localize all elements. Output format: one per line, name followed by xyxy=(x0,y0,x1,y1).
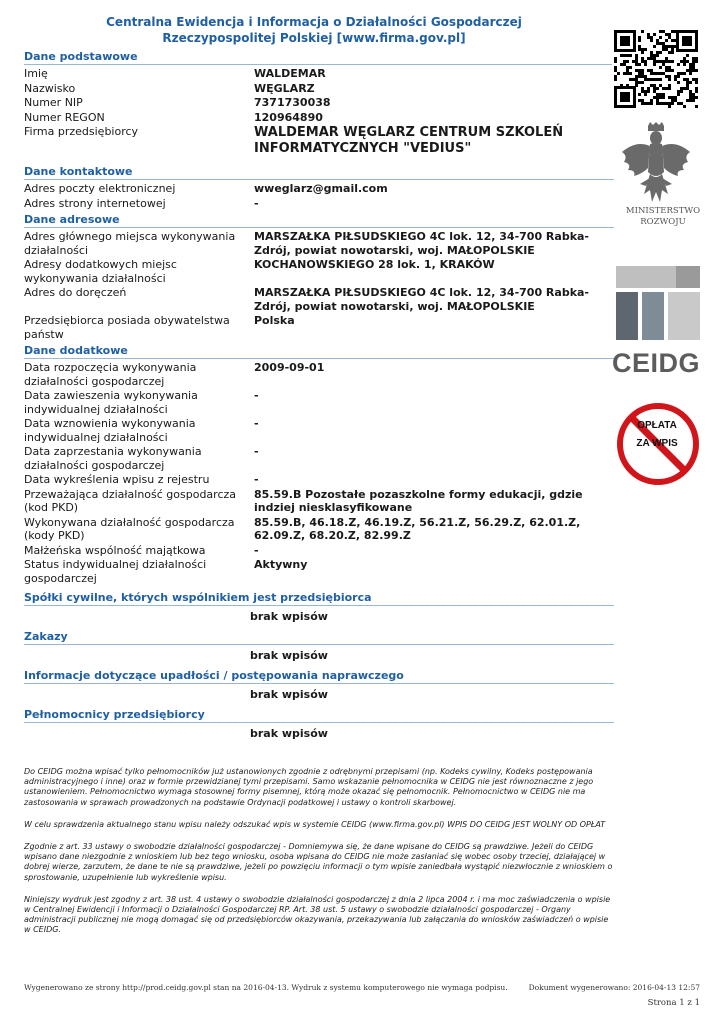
stamp-line-1: OPŁATA xyxy=(637,420,677,431)
row-value: - xyxy=(254,389,259,402)
row-cessation-date xyxy=(24,445,614,472)
ministry-line-2: ROZWOJU xyxy=(640,217,686,227)
row-label: Nazwisko xyxy=(24,81,76,95)
ministry-line-1: MINISTERSTWO xyxy=(625,206,701,216)
row-pkd-codes xyxy=(24,516,614,543)
row-label: Imię xyxy=(24,67,48,80)
row-label: Adres poczty elektronicznej xyxy=(24,182,176,195)
row-value: Aktywny xyxy=(254,558,308,571)
row-label: Adres strony internetowej xyxy=(24,196,166,210)
row-label: Adres do doręczeń xyxy=(24,286,127,299)
footer-document-generated: Dokument wygenerowano: 2016-04-13 12:57 xyxy=(528,983,700,992)
proxies-entry xyxy=(24,727,614,741)
row-label: Przedsiębiorca posiada obywatelstwa państw xyxy=(24,314,230,341)
row-citizenship xyxy=(24,314,614,341)
row-value: 7371730038 xyxy=(254,96,331,109)
qr-code-icon xyxy=(612,28,700,110)
stamp-line-2: ZA WPIS xyxy=(636,438,678,449)
ceidg-logo-icon xyxy=(616,266,706,344)
row-resumption-date xyxy=(24,417,614,444)
row-value: 2009-09-01 xyxy=(254,361,325,374)
row-value: - xyxy=(254,417,259,430)
header-line-1: Centralna Ewidencja i Informacja o Działalności Gospodarczej xyxy=(106,15,522,29)
row-value: - xyxy=(254,196,259,210)
row-value: - xyxy=(254,473,259,486)
row-main-pkd xyxy=(24,488,614,515)
row-start-date xyxy=(24,361,614,388)
no-entries-text: brak wpisów xyxy=(250,649,328,662)
no-fee-stamp-text xyxy=(614,417,700,453)
note-article-38: Niniejszy wydruk jest zgodny z art. 38 ust. 4 ustawy o swobodzie działalności gospodarczej z dnia 2 lipca 2004 r. i ma moc zaświadczenia o wpisie w Centralnej Ewidencji i Informacji o Działalności Gospodarczej RP. Art. 38 ust. 5 ustawy o swobodzie działalności gospodarczej - Organy administracji publicznej nie mogą domagać się od przedsiębiorców okazywania, przekazywania lub załączania do wniosków zaświadczeń o wpisie w CEIDG. xyxy=(24,894,611,935)
note-proxies: Do CEIDG można wpisać tylko pełnomocników już ustanowionych zgodnie z odrębnymi przepisami (np. Kodeks cywilny, Kodeks postępowania administracyjnego i inne) oraz w formie przewidzianej tymi przepisami. Samo wskazanie pełnomocnika w CEIDG nie jest równoznaczne z jego ustanowieniem. Pełnomocnictwo wymaga stosownej formy pisemnej, którą może okazać się pełnomocnik. Pełnomocnictwo w CEIDG nie ma zastosowania w sprawach prowadzonych na podstawie Ordynacji podatkowej i ustawy o kontroli skarbowej. xyxy=(24,767,594,807)
section-title-bans: Zakazy xyxy=(24,628,614,645)
row-suspension-date xyxy=(24,389,614,416)
section-title-address: Dane adresowe xyxy=(24,211,614,228)
section-title-bankruptcy: Informacje dotyczące upadłości / postępowania naprawczego xyxy=(24,667,614,684)
row-company-name xyxy=(24,125,614,157)
row-label: Adres głównego miejsca wykonywania działalności xyxy=(24,230,236,257)
row-additional-addresses xyxy=(24,258,614,285)
row-regon xyxy=(24,111,614,125)
row-label: Wykonywana działalność gospodarcza (kody PKD) xyxy=(24,515,235,542)
row-value: MARSZAŁKA PIŁSUDSKIEGO 4C lok. 12, 34-700 Rabka-Zdrój, powiat nowotarski, woj. MAŁOPOLSKIE xyxy=(254,230,589,257)
polish-eagle-emblem-icon xyxy=(620,122,692,206)
footer-generated-from: Wygenerowano ze strony http://prod.ceidg.gov.pl stan na 2016-04-13. Wydruk z systemu komputerowego nie wymaga podpisu. xyxy=(24,983,508,992)
row-email xyxy=(24,182,614,196)
row-value: 85.59.B Pozostałe pozaszkolne formy edukacji, gdzie indziej niesklasyfikowane xyxy=(254,487,583,514)
row-value: 120964890 xyxy=(254,110,323,124)
row-value: Polska xyxy=(254,314,295,327)
row-value: 85.59.B, 46.18.Z, 46.19.Z, 56.21.Z, 56.29.Z, 62.01.Z, 62.09.Z, 68.20.Z, 82.99.Z xyxy=(254,515,581,542)
ceidg-logo-text: CEIDG xyxy=(612,348,701,378)
row-nip xyxy=(24,96,614,110)
bankruptcy-entry xyxy=(24,688,614,702)
row-value: MARSZAŁKA PIŁSUDSKIEGO 4C lok. 12, 34-700 Rabka-Zdrój, powiat nowotarski, woj. MAŁOPOLSKIE xyxy=(254,286,589,313)
legal-notes xyxy=(24,767,614,948)
row-main-address xyxy=(24,230,614,257)
row-label: Numer REGON xyxy=(24,110,105,124)
section-title-additional: Dane dodatkowe xyxy=(24,342,614,359)
row-value: WALDEMAR WĘGLARZ CENTRUM SZKOLEŃ INFORMATYCZNYCH "VEDIUS" xyxy=(254,125,564,156)
document-content xyxy=(24,48,614,745)
row-label: Przeważająca działalność gospodarcza (kod PKD) xyxy=(24,487,237,514)
section-title-basic: Dane podstawowe xyxy=(24,48,614,65)
row-deletion-date xyxy=(24,473,614,487)
no-entries-text: brak wpisów xyxy=(250,610,328,623)
note-article-33: Zgodnie z art. 33 ustawy o swobodzie działalności gospodarczej - Domniemywa się, że dane wpisane do CEIDG są prawdziwe. Jeżeli do CEIDG wpisano dane niezgodnie z wnioskiem lub bez tego wniosku, osoba wpisana do CEIDG nie może zasłaniać się wobec osoby trzeciej, działającej w dobrej wierze, zarzutem, że dane te nie są prawdziwe, jeżeli po powzięciu informacji o tym wpisie zaniedbała wystąpić niezwłocznie z wnioskiem o sprostowanie, uzupełnienie lub wykreślenie wpisu. xyxy=(24,842,613,882)
row-label: Firma przedsiębiorcy xyxy=(24,125,139,138)
row-label: Adresy dodatkowych miejsc wykonywania działalności xyxy=(24,258,177,285)
row-status xyxy=(24,558,614,585)
row-value: WĘGLARZ xyxy=(254,81,315,95)
row-label: Data zaprzestania wykonywania działalności gospodarczej xyxy=(24,445,202,472)
row-label: Status indywidualnej działalności gospodarczej xyxy=(24,558,207,585)
no-entries-text: brak wpisów xyxy=(250,688,328,701)
document-header xyxy=(24,14,604,46)
note-verification: W celu sprawdzenia aktualnego stanu wpisu należy odszukać wpis w systemie CEIDG (www.firma.gov.pl) WPIS DO CEIDG JEST WOLNY OD OPŁAT xyxy=(24,819,606,829)
partnerships-entry xyxy=(24,610,614,624)
row-label: Małżeńska wspólność majątkowa xyxy=(24,543,206,557)
ministry-logo-text xyxy=(608,206,718,228)
row-value: - xyxy=(254,543,259,557)
row-label: Data wznowienia wykonywania indywidualnej działalności xyxy=(24,417,196,444)
row-marital-property xyxy=(24,544,614,558)
no-entries-text: brak wpisów xyxy=(250,727,328,740)
row-value: WALDEMAR xyxy=(254,67,326,80)
section-title-proxies: Pełnomocnicy przedsiębiorcy xyxy=(24,706,614,723)
section-title-contact: Dane kontaktowe xyxy=(24,163,614,180)
row-website xyxy=(24,197,614,211)
header-line-2: Rzeczypospolitej Polskiej [www.firma.gov.pl] xyxy=(162,31,466,45)
row-label: Data rozpoczęcia wykonywania działalności gospodarczej xyxy=(24,361,197,388)
row-label: Data wykreślenia wpisu z rejestru xyxy=(24,473,210,486)
row-delivery-address xyxy=(24,286,614,313)
row-value: KOCHANOWSKIEGO 28 lok. 1, KRAKÓW xyxy=(254,258,495,271)
row-value: - xyxy=(254,445,259,458)
row-first-name xyxy=(24,67,614,81)
row-label: Numer NIP xyxy=(24,96,83,109)
row-last-name xyxy=(24,82,614,96)
row-value: wweglarz@gmail.com xyxy=(254,182,388,195)
bans-entry xyxy=(24,649,614,663)
section-title-partnerships: Spółki cywilne, których wspólnikiem jest przedsiębiorca xyxy=(24,589,614,606)
footer-page-number: Strona 1 z 1 xyxy=(647,998,700,1008)
row-label: Data zawieszenia wykonywania indywidualnej działalności xyxy=(24,389,198,416)
